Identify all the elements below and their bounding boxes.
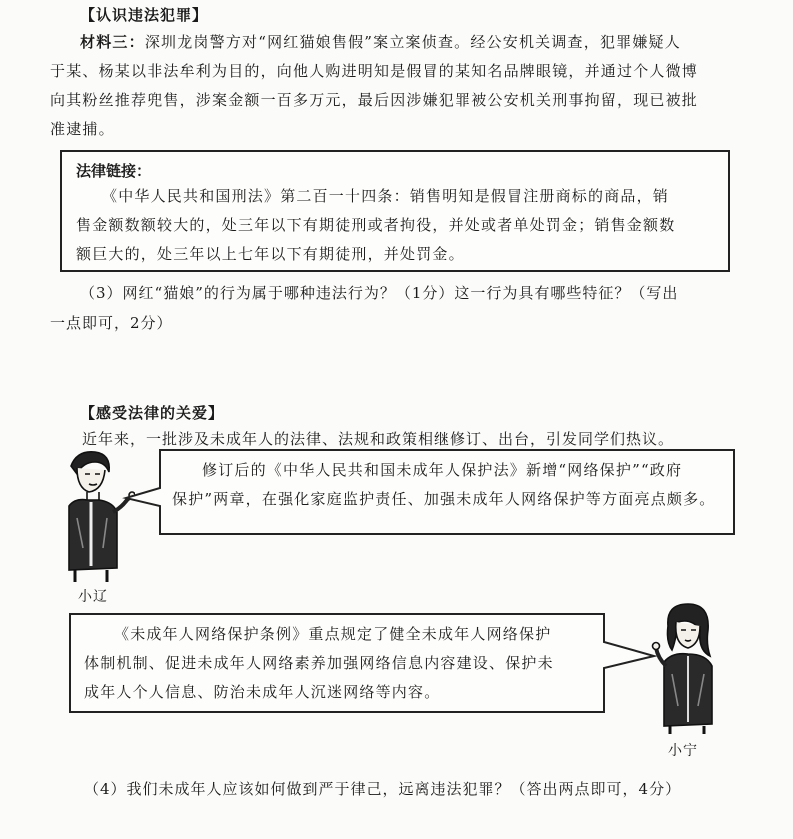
law-link-title: 法律链接：: [76, 162, 152, 180]
material-label: 材料三：: [80, 33, 145, 51]
law-line: 《中华人民共和国刑法》第二百一十四条：销售明知是假冒注册商标的商品，销: [102, 187, 670, 205]
speech-bubble-2-text: [84, 620, 604, 707]
question-4: （4）我们未成年人应该如何做到严于律己，远离违法犯罪？（答出两点即可，4分）: [84, 780, 682, 798]
speech-bubble-1-text: [172, 456, 732, 514]
bubble-2-line: 体制机制、促进未成年人网络素养加强网络信息内容建设、保护未: [84, 654, 554, 672]
section-2-intro: 近年来，一批涉及未成年人的法律、法规和政策相继修订、出台，引发同学们热议。: [82, 430, 675, 448]
question-3: [50, 278, 750, 338]
bubble-2-line: 成年人个人信息、防治未成年人沉迷网络等内容。: [84, 683, 441, 701]
section-title-law-care: 【感受法律的关爱】: [80, 404, 225, 422]
law-line: 售金额数额较大的，处三年以下有期徒刑或者拘役，并处或者单处罚金；销售金额数: [76, 216, 676, 234]
material-continuation: [50, 57, 740, 144]
girl-illustration: [648, 600, 728, 735]
law-line: 额巨大的，处三年以上七年以下有期徒刑，并处罚金。: [76, 245, 465, 263]
bubble-1-line: 保护”两章，在强化家庭监护责任、加强未成年人网络保护等方面亮点颇多。: [172, 490, 716, 508]
bubble-2-line: 《未成年人网络保护条例》重点规定了健全未成年人网络保护: [114, 625, 552, 643]
law-link-text: [76, 182, 722, 269]
question-3-line: 一点即可，2分）: [50, 314, 173, 332]
material-line: 向其粉丝推荐兜售，涉案金额一百多万元，最后因涉嫌犯罪被公安机关刑事拘留，现已被批: [50, 91, 699, 109]
law-link-box: [60, 150, 730, 272]
question-3-line: （3）网红“猫娘”的行为属于哪种违法行为？（1分）这一行为具有哪些特征？（写出: [80, 284, 679, 302]
bubble-1-line: 修订后的《中华人民共和国未成年人保护法》新增“网络保护”“政府: [202, 461, 683, 479]
material-line: 于某、杨某以非法牟利为目的，向他人购进明知是假冒的某知名品牌眼镜，并通过个人微博: [50, 62, 699, 80]
material-three-paragraph: [80, 28, 720, 57]
section-title-recognize-crime: 【认识违法犯罪】: [80, 6, 209, 24]
material-first-line: 深圳龙岗警方对“网红猫娘售假”案立案侦查。经公安机关调查，犯罪嫌疑人: [144, 33, 681, 51]
speaker-2-name: 小宁: [668, 743, 698, 759]
material-line: 准逮捕。: [50, 120, 115, 138]
speaker-1-name: 小辽: [78, 589, 108, 605]
